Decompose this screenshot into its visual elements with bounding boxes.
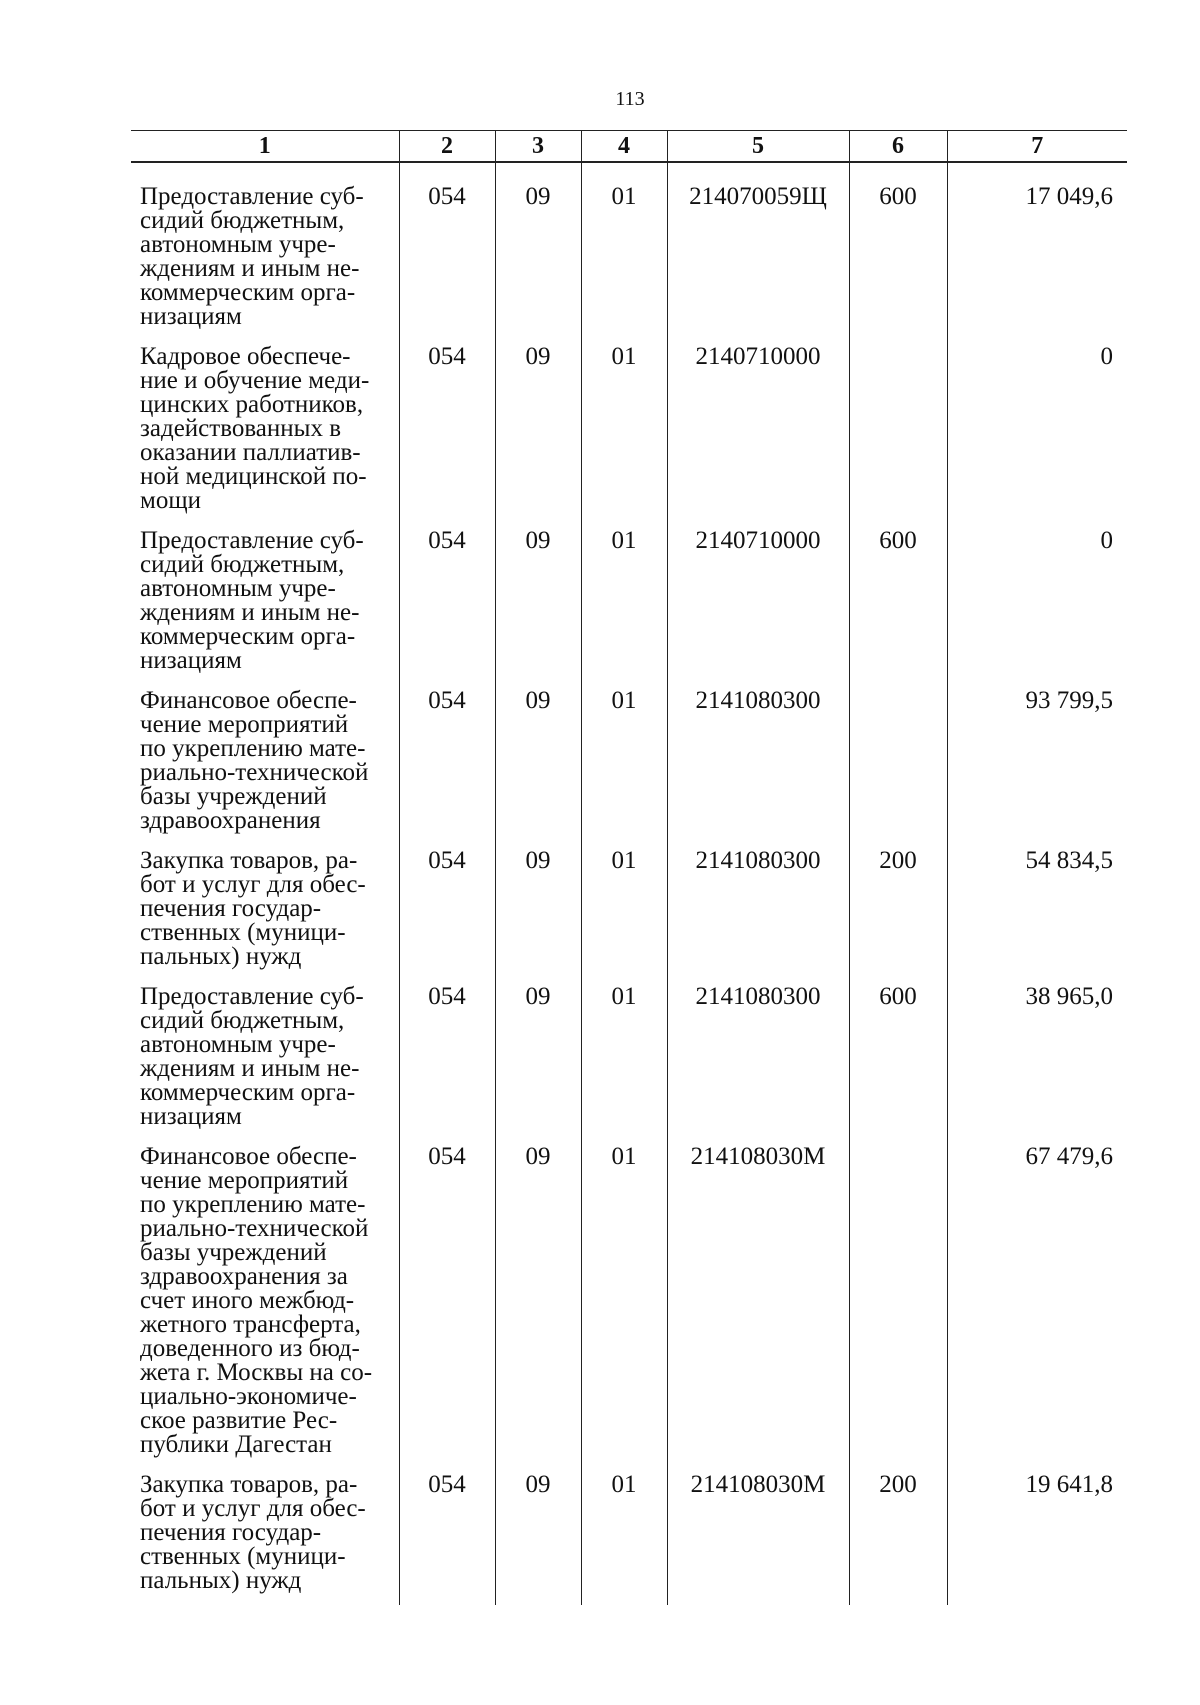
ministry-code: 054 (399, 341, 495, 525)
table-row (131, 845, 1127, 981)
table-row (131, 1469, 1127, 1605)
expense-type-code (849, 341, 947, 525)
section-code: 09 (495, 845, 581, 981)
column-header-2: 2 (399, 131, 495, 163)
amount-value: 93 799,5 (947, 685, 1127, 845)
table-row (131, 1141, 1127, 1469)
section-code: 09 (495, 341, 581, 525)
ministry-code: 054 (399, 1141, 495, 1469)
subsection-code: 01 (581, 1469, 667, 1605)
column-header-7: 7 (947, 131, 1127, 163)
budget-table (131, 130, 1127, 1605)
section-code: 09 (495, 1469, 581, 1605)
row-name: Предоставление суб- сидий бюджетным, автономным учре- ждениям и иным не- коммерческим орга- низациям (140, 983, 364, 1130)
expense-type-code: 600 (849, 981, 947, 1141)
row-name: Кадровое обеспече- ние и обучение меди- цинских работников, задействованных в оказании паллиатив- ной медицинской по- мощи (140, 343, 370, 514)
table-row (131, 981, 1127, 1141)
table-row (131, 525, 1127, 685)
ministry-code: 054 (399, 685, 495, 845)
expense-type-code (849, 1141, 947, 1469)
subsection-code: 01 (581, 685, 667, 845)
ministry-code: 054 (399, 525, 495, 685)
section-code: 09 (495, 1141, 581, 1469)
subsection-code: 01 (581, 341, 667, 525)
column-header-5: 5 (667, 131, 849, 163)
subsection-code: 01 (581, 1141, 667, 1469)
subsection-code: 01 (581, 845, 667, 981)
expense-type-code: 200 (849, 1469, 947, 1605)
section-code: 09 (495, 181, 581, 341)
table-row (131, 685, 1127, 845)
section-code: 09 (495, 981, 581, 1141)
spacer-row (131, 162, 1127, 181)
page-number: 113 (615, 88, 645, 110)
table-row (131, 341, 1127, 525)
ministry-code: 054 (399, 845, 495, 981)
header-row (131, 131, 1127, 163)
row-name: Финансовое обеспе- чение мероприятий по укреплению мате- риально-технической базы учреждений здравоохранения за счет иного межбюд- жетного трансферта, доведенного из бюд- жета г. Москвы на со- циально-экономиче- ское развитие Рес- публики Дагестан (140, 1143, 373, 1458)
target-article-code: 214070059Щ (667, 181, 849, 341)
table-row (131, 181, 1127, 341)
column-header-3: 3 (495, 131, 581, 163)
expense-type-code: 600 (849, 525, 947, 685)
section-code: 09 (495, 685, 581, 845)
amount-value: 0 (947, 525, 1127, 685)
column-header-1: 1 (131, 131, 399, 163)
ministry-code: 054 (399, 981, 495, 1141)
amount-value: 19 641,8 (947, 1469, 1127, 1605)
ministry-code: 054 (399, 181, 495, 341)
row-name: Предоставление суб- сидий бюджетным, автономным учре- ждениям и иным не- коммерческим орга- низациям (140, 183, 364, 330)
subsection-code: 01 (581, 181, 667, 341)
row-name: Финансовое обеспе- чение мероприятий по укреплению мате- риально-технической базы учреждений здравоохранения (140, 687, 369, 834)
expense-type-code (849, 685, 947, 845)
subsection-code: 01 (581, 981, 667, 1141)
ministry-code: 054 (399, 1469, 495, 1605)
subsection-code: 01 (581, 525, 667, 685)
amount-value: 67 479,6 (947, 1141, 1127, 1469)
target-article-code: 2141080300 (667, 981, 849, 1141)
column-header-6: 6 (849, 131, 947, 163)
row-name: Закупка товаров, ра- бот и услуг для обес- печения государ- ственных (муници- пальных) нужд (140, 847, 366, 970)
expense-type-code: 200 (849, 845, 947, 981)
amount-value: 17 049,6 (947, 181, 1127, 341)
row-name: Закупка товаров, ра- бот и услуг для обес- печения государ- ственных (муници- пальных) нужд (140, 1471, 366, 1594)
target-article-code: 214108030М (667, 1141, 849, 1469)
amount-value: 0 (947, 341, 1127, 525)
amount-value: 54 834,5 (947, 845, 1127, 981)
section-code: 09 (495, 525, 581, 685)
column-header-4: 4 (581, 131, 667, 163)
target-article-code: 2141080300 (667, 845, 849, 981)
row-name: Предоставление суб- сидий бюджетным, автономным учре- ждениям и иным не- коммерческим орга- низациям (140, 527, 364, 674)
target-article-code: 2140710000 (667, 341, 849, 525)
amount-value: 38 965,0 (947, 981, 1127, 1141)
target-article-code: 214108030М (667, 1469, 849, 1605)
target-article-code: 2141080300 (667, 685, 849, 845)
target-article-code: 2140710000 (667, 525, 849, 685)
expense-type-code: 600 (849, 181, 947, 341)
